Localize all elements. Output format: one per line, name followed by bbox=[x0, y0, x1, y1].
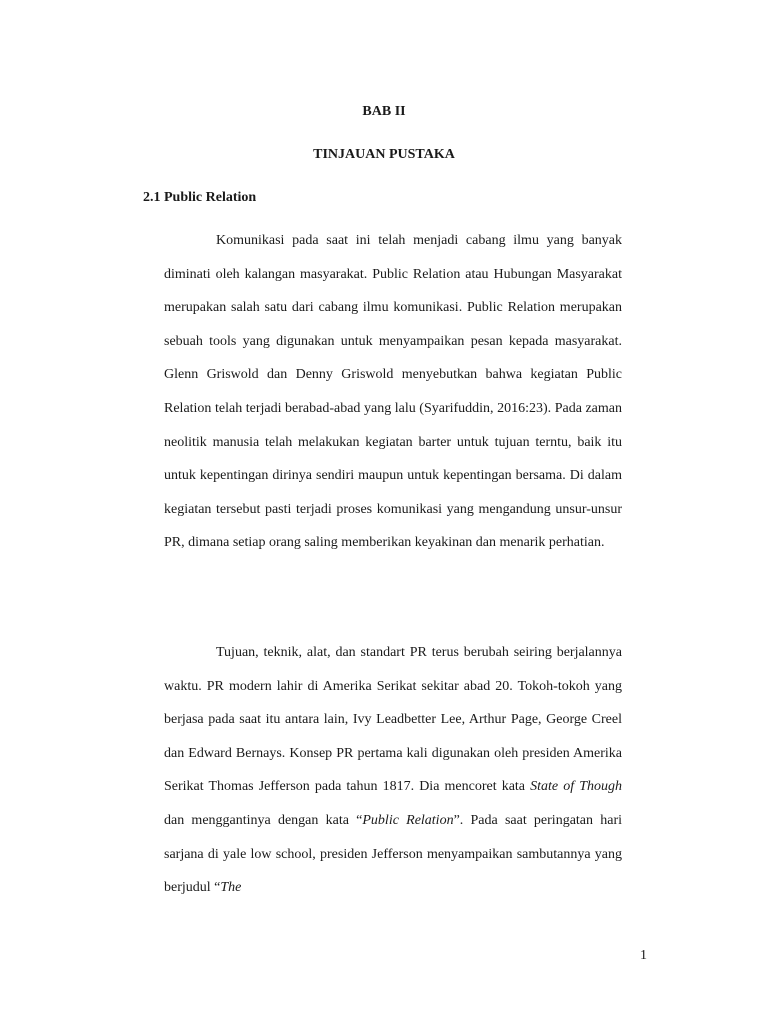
paragraph-2-italic-3: The bbox=[220, 880, 242, 896]
paragraph-2-text-3: ”. Pada saat peringatan hari sarjana di yale low school, presiden Jefferson menyampaikan sambutannya yang berjudul “ bbox=[164, 812, 623, 896]
paragraph-1: Komunikasi pada saat ini telah menjadi cabang ilmu yang banyak diminati oleh kalangan masyarakat. Public Relation atau Hubungan Masyarakat merupakan salah satu dari cabang ilmu komunikasi. Public Relation merupakan sebuah tools yang digunakan untuk menyampaikan pesan kepada masyarakat. Glenn Griswold dan Denny Griswold menyebutkan bahwa kegiatan Public Relation telah terjadi berabad-abad yang lalu (Syarifuddin, 2016:23). Pada zaman neolitik manusia telah melakukan kegiatan barter untuk tujuan terntu, baik itu untuk kepentingan dirinya sendiri maupun untuk kepentingan bersama. Di dalam kegiatan tersebut pasti terjadi proses komunikasi yang mengandung unsur-unsur PR, dimana setiap orang saling memberikan keyakinan dan menarik perhatian. bbox=[164, 233, 622, 551]
paragraph-2-text-2: dan menggantinya dengan kata “ bbox=[164, 812, 363, 828]
paragraph-2 bbox=[164, 636, 622, 905]
paragraph-2-italic-2: Public Relation bbox=[362, 812, 454, 828]
section-heading: 2.1 Public Relation bbox=[143, 190, 257, 205]
paragraph-2-italic-1: State of Though bbox=[530, 779, 622, 795]
chapter-heading: BAB II bbox=[362, 104, 406, 119]
chapter-title: TINJAUAN PUSTAKA bbox=[313, 147, 455, 162]
paragraph-2-text-1: Tujuan, teknik, alat, dan standart PR terus berubah seiring berjalannya waktu. PR modern lahir di Amerika Serikat sekitar abad 20. Tokoh-tokoh yang berjasa pada saat itu antara lain, Ivy Leadbetter Lee, Arthur Page, George Creel dan Edward Bernays. Konsep PR pertama kali digunakan oleh presiden Amerika Serikat Thomas Jefferson pada tahun 1817. Dia mencoret kata bbox=[164, 645, 622, 795]
page-number: 1 bbox=[640, 948, 647, 963]
